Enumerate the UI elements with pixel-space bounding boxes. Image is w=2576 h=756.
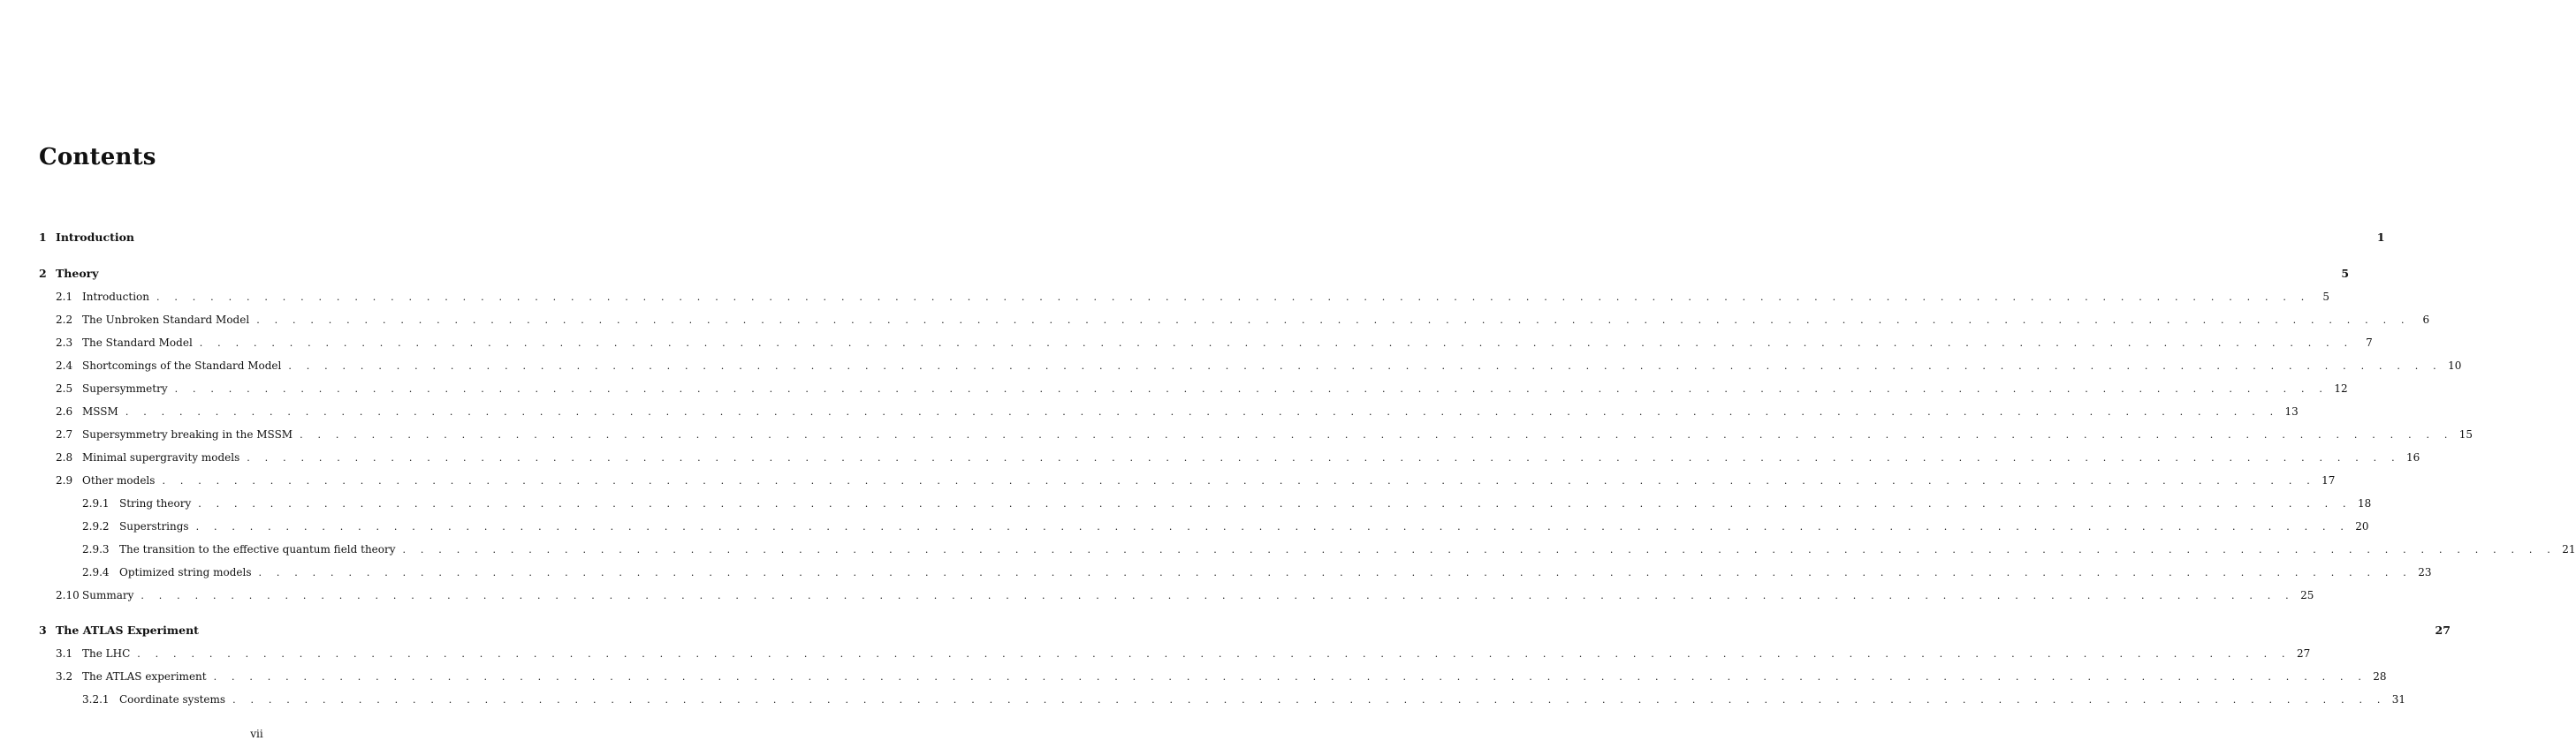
toc-section-entry: [56, 588, 2314, 602]
dot-leader: . . . . . . . . . . . . . . . . . . . . . . . . . . . . . . . . . . . . . . . . . . . . . . . . . . . . . . . . . . . . . . . . . . . . . . . . . . . . . . . . . . . . . . . . . . . . . . . . . . . . . . . . . . . . . . . . . . . . . . . .: [258, 567, 2413, 578]
toc-entry-page: 31: [2391, 693, 2406, 706]
toc-entry-number: 1: [39, 231, 47, 244]
toc-entry-page: 27: [2296, 647, 2311, 660]
toc-section-entry: [56, 290, 2329, 304]
toc-entry-number: 3.2.1: [82, 693, 110, 706]
toc-entry-title: The transition to the effective quantum field theory: [119, 543, 396, 556]
toc-entry-page: 15: [2458, 428, 2473, 441]
toc-entry-page: 18: [2357, 497, 2372, 510]
dot-leader: . . . . . . . . . . . . . . . . . . . . . . . . . . . . . . . . . . . . . . . . . . . . . . . . . . . . . . . . . . . . . . . . . . . . . . . . . . . . . . . . . . . . . . . . . . . . . . . . . . . . . . . . . . . . . . . . . . . . . . . .: [288, 360, 2443, 372]
toc-subsection-entry: [82, 565, 2432, 579]
toc-entry-title: Other models: [82, 474, 156, 487]
toc-entry-page: 16: [2405, 451, 2420, 464]
toc-entry-number: 2.4: [56, 359, 73, 372]
toc-entry-page: 13: [2284, 405, 2299, 418]
toc-entry-title: The ATLAS Experiment: [56, 624, 199, 637]
toc-subsection-entry: [82, 496, 2372, 510]
toc-entry-number: 2.1: [56, 291, 73, 303]
toc-entry-number: 2.9.2: [82, 520, 110, 533]
dot-leader: . . . . . . . . . . . . . . . . . . . . . . . . . . . . . . . . . . . . . . . . . . . . . . . . . . . . . . . . . . . . . . . . . . . . . . . . . . . . . . . . . . . . . . . . . . . . . . . . . . . . . . . . . . . . . . . . . . . . . . . .: [213, 671, 2367, 683]
dot-leader: . . . . . . . . . . . . . . . . . . . . . . . . . . . . . . . . . . . . . . . . . . . . . . . . . . . . . . . . . . . . . . . . . . . . . . . . . . . . . . . . . . . . . . . . . . . . . . . . . . . . . . . . . . . . . . . . . . . . . . . .: [256, 314, 2411, 326]
dot-leader: . . . . . . . . . . . . . . . . . . . . . . . . . . . . . . . . . . . . . . . . . . . . . . . . . . . . . . . . . . . . . . . . . . . . . . . . . . . . . . . . . . . . . . . . . . . . . . . . . . . . . . . . . . . . . . . . . . . . . . . .: [402, 544, 2557, 556]
toc-entry-number: 2: [39, 267, 47, 280]
toc-chapter-entry: [39, 267, 2350, 281]
toc-section-entry: [56, 669, 2387, 684]
toc-entry-number: 2.2: [56, 314, 73, 326]
toc-entry-number: 3: [39, 624, 47, 637]
toc-entry-number: 2.6: [56, 405, 73, 418]
toc-entry-number: 2.3: [56, 336, 73, 349]
toc-entry-title: MSSM: [82, 405, 118, 418]
toc-subsection-entry: [82, 542, 2576, 556]
toc-entry-number: 3.2: [56, 670, 73, 683]
toc-entry-page: 1: [2376, 231, 2385, 244]
dot-leader: . . . . . . . . . . . . . . . . . . . . . . . . . . . . . . . . . . . . . . . . . . . . . . . . . . . . . . . . . . . . . . . . . . . . . . . . . . . . . . . . . . . . . . . . . . . . . . . . . . . . . . . . . . . . . . . . . . . . . . . .: [300, 429, 2454, 441]
dot-leader: . . . . . . . . . . . . . . . . . . . . . . . . . . . . . . . . . . . . . . . . . . . . . . . . . . . . . . . . . . . . . . . . . . . . . . . . . . . . . . . . . . . . . . . . . . . . . . . . . . . . . . . . . . . . . . . . . . . . . . . .: [162, 475, 2316, 487]
toc-section-entry: [56, 359, 2462, 373]
toc-entry-page: 25: [2300, 589, 2314, 601]
toc-entry-number: 2.10: [56, 589, 80, 601]
toc-entry-title: Introduction: [56, 231, 135, 244]
toc-entry-page: 6: [2422, 314, 2430, 326]
toc-entry-title: Optimized string models: [119, 566, 252, 578]
toc-entry-number: 2.9.4: [82, 566, 110, 578]
toc-chapter-entry: [39, 231, 2385, 245]
page-title: Contents: [39, 144, 156, 170]
toc-entry-number: 2.9: [56, 474, 73, 487]
dot-leader: . . . . . . . . . . . . . . . . . . . . . . . . . . . . . . . . . . . . . . . . . . . . . . . . . . . . . . . . . . . . . . . . . . . . . . . . . . . . . . . . . . . . . . . . . . . . . . . . . . . . . . . . . . . . . . . . . . . . . . . .: [174, 383, 2329, 395]
dot-leader: . . . . . . . . . . . . . . . . . . . . . . . . . . . . . . . . . . . . . . . . . . . . . . . . . . . . . . . . . . . . . . . . . . . . . . . . . . . . . . . . . . . . . . . . . . . . . . . . . . . . . . . . . . . . . . . . . . . . . . . .: [232, 694, 2387, 706]
dot-leader: . . . . . . . . . . . . . . . . . . . . . . . . . . . . . . . . . . . . . . . . . . . . . . . . . . . . . . . . . . . . . . . . . . . . . . . . . . . . . . . . . . . . . . . . . . . . . . . . . . . . . . . . . . . . . . . . . . . . . . . .: [125, 406, 2279, 418]
toc-entry-number: 2.9.1: [82, 497, 110, 510]
toc-entry-title: Minimal supergravity models: [82, 451, 240, 464]
toc-section-entry: [56, 336, 2373, 350]
toc-subsection-entry: [82, 519, 2369, 533]
toc-entry-title: Coordinate systems: [119, 693, 226, 706]
toc-entry-page: 5: [2341, 267, 2350, 280]
dot-leader: . . . . . . . . . . . . . . . . . . . . . . . . . . . . . . . . . . . . . . . . . . . . . . . . . . . . . . . . . . . . . . . . . . . . . . . . . . . . . . . . . . . . . . . . . . . . . . . . . . . . . . . . . . . . . . . . . . . . . . . .: [198, 498, 2352, 510]
dot-leader: . . . . . . . . . . . . . . . . . . . . . . . . . . . . . . . . . . . . . . . . . . . . . . . . . . . . . . . . . . . . . . . . . . . . . . . . . . . . . . . . . . . . . . . . . . . . . . . . . . . . . . . . . . . . . . . . . . . . . . . .: [247, 452, 2401, 464]
toc-entry-page: 10: [2448, 359, 2462, 372]
toc-entry-title: Shortcomings of the Standard Model: [82, 359, 282, 372]
dot-leader: . . . . . . . . . . . . . . . . . . . . . . . . . . . . . . . . . . . . . . . . . . . . . . . . . . . . . . . . . . . . . . . . . . . . . . . . . . . . . . . . . . . . . . . . . . . . . . . . . . . . . . . . . . . . . . . . . . . . . . . .: [195, 521, 2350, 533]
toc-section-entry: [56, 646, 2311, 661]
toc-entry-title: The Unbroken Standard Model: [82, 314, 250, 326]
toc-section-entry: [56, 473, 2336, 488]
toc-entry-title: Introduction: [82, 291, 149, 303]
toc-entry-number: 2.9.3: [82, 543, 110, 556]
toc-entry-page: 27: [2435, 624, 2451, 637]
toc-section-entry: [56, 313, 2430, 327]
dot-leader: . . . . . . . . . . . . . . . . . . . . . . . . . . . . . . . . . . . . . . . . . . . . . . . . . . . . . . . . . . . . . . . . . . . . . . . . . . . . . . . . . . . . . . . . . . . . . . . . . . . . . . . . . . . . . . . . . . . . . . . .: [141, 590, 2295, 601]
toc-entry-page: 7: [2366, 336, 2373, 349]
toc-section-entry: [56, 404, 2299, 419]
toc-entry-page: 12: [2334, 382, 2348, 395]
toc-entry-number: 2.8: [56, 451, 73, 464]
toc-entry-page: 5: [2322, 291, 2329, 303]
toc-entry-title: Theory: [56, 267, 99, 280]
toc-entry-title: The Standard Model: [82, 336, 193, 349]
dot-leader: . . . . . . . . . . . . . . . . . . . . . . . . . . . . . . . . . . . . . . . . . . . . . . . . . . . . . . . . . . . . . . . . . . . . . . . . . . . . . . . . . . . . . . . . . . . . . . . . . . . . . . . . . . . . . . . . . . . . . . . .: [156, 291, 2310, 303]
toc-entry-title: The LHC: [82, 647, 131, 660]
toc-section-entry: [56, 450, 2420, 465]
toc-section-entry: [56, 382, 2348, 396]
toc-entry-title: Superstrings: [119, 520, 189, 533]
dot-leader: . . . . . . . . . . . . . . . . . . . . . . . . . . . . . . . . . . . . . . . . . . . . . . . . . . . . . . . . . . . . . . . . . . . . . . . . . . . . . . . . . . . . . . . . . . . . . . . . . . . . . . . . . . . . . . . . . . . . . . . .: [137, 648, 2291, 660]
toc-entry-title: Supersymmetry: [82, 382, 168, 395]
toc-entry-page: 28: [2373, 670, 2387, 683]
toc-entry-number: 3.1: [56, 647, 73, 660]
toc-entry-page: 17: [2321, 474, 2336, 487]
toc-entry-page: 23: [2418, 566, 2432, 578]
toc-entry-page: 21: [2562, 543, 2576, 556]
toc-entry-number: 2.5: [56, 382, 73, 395]
toc-entry-title: The ATLAS experiment: [82, 670, 207, 683]
toc-entry-number: 2.7: [56, 428, 73, 441]
page-number: vii: [250, 728, 263, 740]
toc-chapter-entry: [39, 624, 2451, 638]
toc-entry-title: Supersymmetry breaking in the MSSM: [82, 428, 293, 441]
toc-section-entry: [56, 427, 2473, 442]
toc-entry-page: 20: [2355, 520, 2369, 533]
toc-subsection-entry: [82, 692, 2406, 707]
dot-leader: . . . . . . . . . . . . . . . . . . . . . . . . . . . . . . . . . . . . . . . . . . . . . . . . . . . . . . . . . . . . . . . . . . . . . . . . . . . . . . . . . . . . . . . . . . . . . . . . . . . . . . . . . . . . . . . . . . . . . . . .: [199, 337, 2353, 349]
toc-entry-title: Summary: [82, 589, 134, 601]
toc-entry-title: String theory: [119, 497, 192, 510]
